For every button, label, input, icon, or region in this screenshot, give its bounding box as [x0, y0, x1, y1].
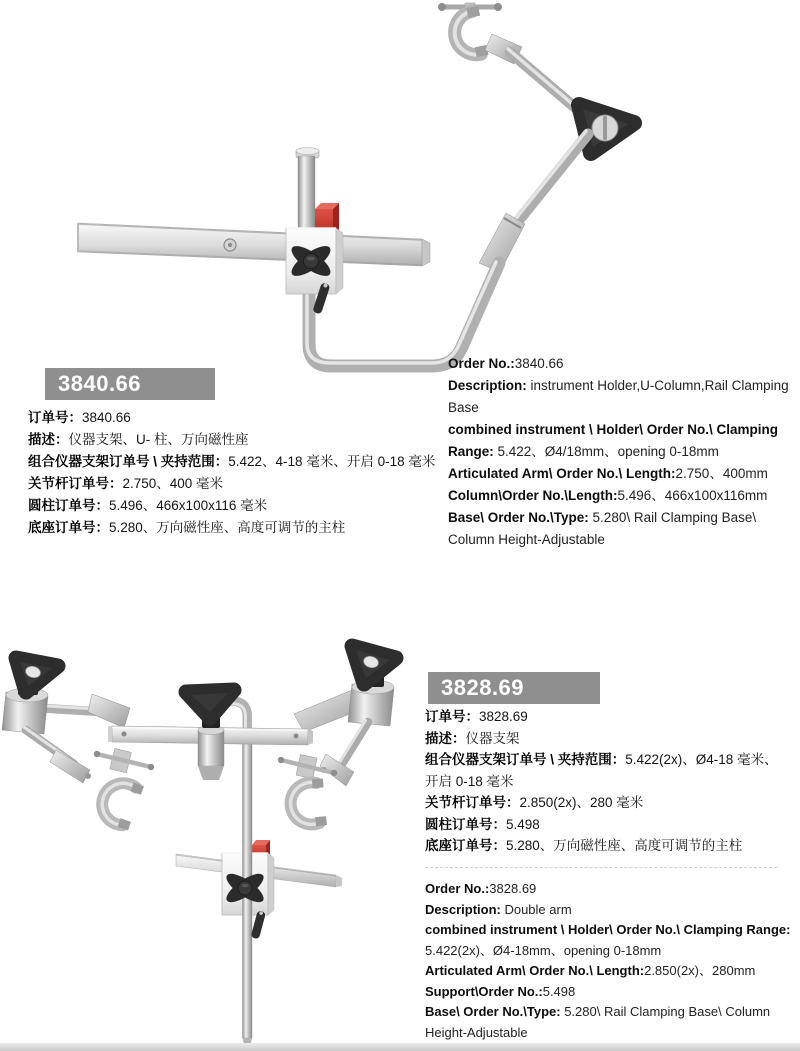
spec-value: 2.850(2x)、280 毫米 [519, 795, 644, 810]
spec-label: 组合仪器支架订单号 \ 夹持范围： [425, 752, 626, 767]
product-code-header: 3840.66 [45, 368, 215, 400]
spec-line [425, 814, 789, 836]
product-photo-3828-69 [0, 630, 420, 1051]
spec-line [425, 749, 789, 792]
spec-label: 关节杆订单号： [425, 795, 520, 810]
spec-value: 3840.66 [82, 410, 131, 425]
spec-label: 圆柱订单号： [425, 816, 506, 832]
spec-line [448, 463, 793, 485]
spec-label: Base\ Order No.\Type: [425, 1004, 561, 1019]
spec-label: Order No.: [448, 356, 515, 371]
section-divider [425, 867, 777, 868]
spec-value: 5.280\ Rail Clamping Base\ Column Height-Adjustable [448, 510, 757, 547]
spec-value: 5.496、466x100x116mm [617, 488, 768, 503]
spec-value: 5.422、Ø4/18mm、opening 0-18mm [493, 444, 719, 459]
spec-label: Base\ Order No.\Type: [448, 510, 589, 525]
page-bottom-edge [0, 1043, 800, 1051]
spec-value: 5.496、466x100x116 毫米 [109, 498, 268, 513]
rail-bar [78, 223, 430, 266]
spec-line [28, 495, 442, 517]
product-photo-3840-66 [30, 0, 670, 398]
cone-joint [50, 750, 90, 783]
spec-value: 3828.69 [479, 709, 528, 724]
spec-label: Order No.: [425, 881, 490, 896]
spec-value: 5.422、4-18 毫米、开启 0-18 毫米 [228, 454, 436, 469]
spec-label: 圆柱订单号： [28, 498, 109, 513]
spec-line [425, 920, 795, 961]
spec-value: 2.750、400 毫米 [122, 476, 224, 491]
spec-label: 底座订单号： [28, 520, 109, 535]
spec-line [425, 961, 795, 982]
spec-value: 5.280、万向磁性座、高度可调节的主柱 [506, 838, 743, 853]
spec-label: 关节杆订单号： [28, 476, 123, 491]
spec-label: 描述： [28, 432, 69, 447]
spec-value: instrument Holder,U-Column,Rail Clamping Base [448, 378, 789, 415]
spec-line [425, 792, 789, 814]
spec-line [448, 353, 793, 375]
spec-line [425, 1002, 795, 1043]
spec-value: 5.498 [506, 816, 540, 832]
spec-value: 2.750、400mm [675, 466, 768, 481]
spec-line [448, 375, 793, 419]
spec-label: 底座订单号： [425, 838, 506, 853]
spec-value: 2.850(2x)、280mm [644, 963, 756, 978]
spec-label: combined instrument \ Holder\ Order No.\ Clamping Range: [425, 922, 791, 937]
t-handle-clamp [94, 748, 154, 830]
tri-lobe-knob [186, 690, 234, 718]
tri-lobe-knob [16, 658, 58, 692]
spec-line [425, 879, 795, 900]
articulated-arm [438, 3, 634, 272]
spec-line [28, 451, 442, 473]
spec-label: Description: [448, 378, 527, 393]
spec-value: 仪器支架、U- 柱、万向磁性座 [68, 432, 249, 447]
specs-en-3840-66 [448, 353, 793, 551]
spec-value: 3840.66 [514, 356, 564, 371]
specs-zh-3840-66 [28, 407, 442, 539]
left-arm [2, 658, 154, 830]
spec-line [425, 982, 795, 1003]
spec-line [425, 835, 789, 857]
cone-socket [88, 694, 130, 728]
spec-value: 3828.69 [489, 881, 537, 896]
spec-label: 描述： [425, 730, 466, 746]
spec-label: 订单号： [28, 410, 82, 425]
spec-value: Double arm [500, 901, 572, 917]
spec-value: 5.422(2x)、Ø4-18mm、opening 0-18mm [425, 942, 662, 958]
spec-label: combined instrument \ Holder\ Order No.\ Clamping Range: [448, 422, 779, 459]
spec-value: 5.422(2x)、Ø4-18 毫米、开启 0-18 毫米 [425, 752, 778, 789]
spec-line [28, 429, 442, 451]
spec-label: Description: [425, 901, 501, 917]
spec-line [448, 419, 793, 463]
spec-line [425, 900, 795, 921]
spec-line [448, 485, 793, 507]
spec-line [425, 706, 789, 728]
specs-en-3828-69 [425, 879, 795, 1043]
spec-label: 订单号： [425, 709, 479, 724]
spec-line [425, 728, 789, 750]
spec-line [28, 473, 442, 495]
specs-zh-3828-69 [425, 706, 789, 857]
spec-value: 仪器支架 [465, 730, 520, 746]
spec-line [448, 507, 793, 551]
spec-value: 5.280\ Rail Clamping Base\ Column Height-Adjustable [425, 1004, 771, 1040]
spec-label: 组合仪器支架订单号 \ 夹持范围： [28, 454, 229, 469]
spec-label: Column\Order No.\Length: [448, 488, 618, 503]
spec-label: Articulated Arm\ Order No.\ Length: [425, 963, 645, 978]
spec-label: Support\Order No.: [425, 983, 543, 999]
spec-label: Articulated Arm\ Order No.\ Length: [448, 466, 676, 481]
spec-value: 5.280、万向磁性座、高度可调节的主柱 [109, 520, 346, 535]
tri-lobe-knob [352, 646, 396, 684]
product-code-header: 3828.69 [428, 672, 600, 704]
spec-line [28, 407, 442, 429]
spec-value: 5.498 [542, 983, 576, 999]
spec-line [28, 517, 442, 539]
